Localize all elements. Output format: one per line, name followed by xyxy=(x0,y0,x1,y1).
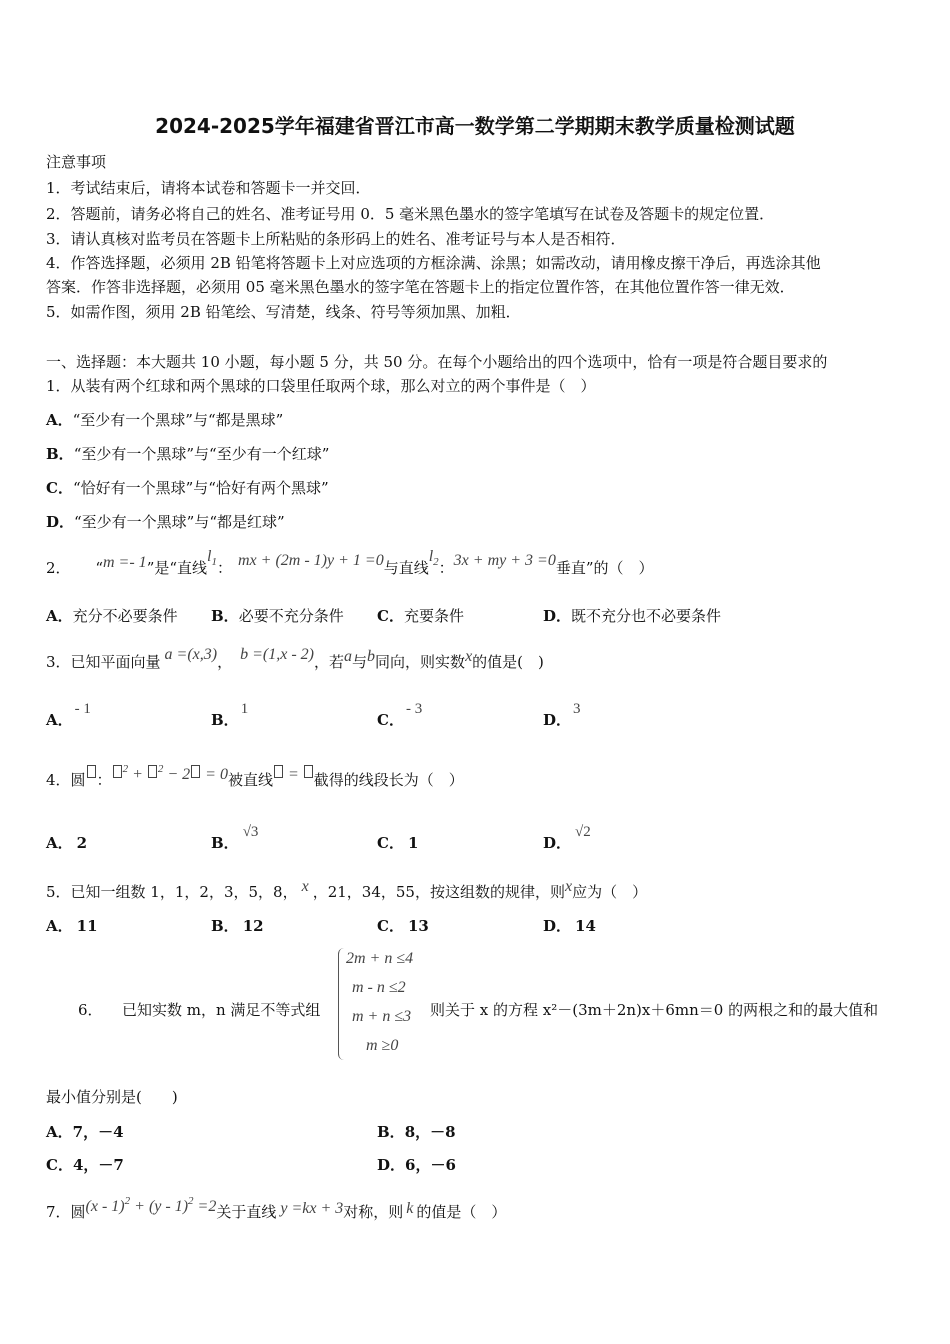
option-letter: C． xyxy=(377,917,404,935)
operator: = xyxy=(287,766,299,783)
stem-text: 7．圆 xyxy=(46,1203,86,1221)
stem-text: 应为（ ） xyxy=(572,883,648,901)
section-heading: 一、选择题：本大题共 10 小题，每小题 5 分，共 50 分。在每个小题给出的四个选项中，恰有一项是符合题目要求的 xyxy=(46,353,828,371)
l2-letter: l xyxy=(428,548,434,565)
vector-a-formula: a =(x,3) xyxy=(164,646,218,663)
question-3-option-a xyxy=(46,701,91,731)
notice-item: 1．考试结束后，请将本试卷和答题卡一并交回． xyxy=(46,179,371,197)
question-2-option-d xyxy=(543,606,721,626)
option-letter: C． xyxy=(377,607,404,625)
vector-b-symbol: b xyxy=(367,648,376,665)
option-text: “恰好有一个黑球”与“恰好有两个黑球” xyxy=(72,479,329,497)
option-text: 14 xyxy=(575,917,596,935)
inequality: m ≥0 xyxy=(366,1037,399,1054)
stem-text: 对称，则 xyxy=(343,1203,404,1221)
stem-text: 5．已知一组数 1，1，2，3，5，8， xyxy=(46,883,298,901)
notice-item: 4．作答选择题，必须用 2B 铅笔将答题卡上对应选项的方框涂满、涂黑；如需改动，请用橡皮擦干净后，再选涂其他 xyxy=(46,254,821,272)
question-4-option-a xyxy=(46,833,87,853)
option-text: 必要不充分条件 xyxy=(238,607,344,625)
formula-part: + (y - 1) xyxy=(130,1198,189,1215)
question-4-stem xyxy=(46,763,464,792)
option-letter: B． xyxy=(211,917,239,935)
question-3-option-d xyxy=(543,701,581,731)
variable-x: x xyxy=(465,648,473,665)
line-l2-equation: 3x + my + 3 =0 xyxy=(453,552,556,569)
inequality: 2m + n ≤4 xyxy=(346,950,414,967)
missing-glyph-icon xyxy=(87,765,96,778)
option-text: 1 xyxy=(240,701,249,717)
option-text: “至少有一个黑球”与“至少有一个红球” xyxy=(73,445,330,463)
option-letter: A． xyxy=(46,711,73,729)
question-7-stem xyxy=(46,1195,507,1224)
line-l2-symbol xyxy=(428,548,439,568)
stem-text: 垂直”的（ ） xyxy=(555,559,654,577)
inequality: m + n ≤3 xyxy=(352,1008,412,1025)
question-3-option-c xyxy=(377,701,423,731)
question-1-stem: 1．从装有两个红球和两个黑球的口袋里任取两个球，那么对立的两个事件是（ ） xyxy=(46,377,596,395)
question-6-option-d xyxy=(377,1155,456,1175)
line-l1-equation: mx + (2m - 1)y + 1 =0 xyxy=(238,552,384,569)
question-5-stem xyxy=(46,878,648,903)
stem-text: 的值是（ ） xyxy=(416,1203,507,1221)
page-title: 2024-2025学年福建省晋江市高一数学第二学期期末教学质量检测试题 xyxy=(155,114,795,138)
option-letter: A． xyxy=(46,917,73,935)
question-6-option-a xyxy=(46,1122,124,1142)
variable-k: k xyxy=(406,1200,414,1217)
vector-b-formula: b =(1,x - 2) xyxy=(240,646,315,663)
option-text: 11 xyxy=(76,917,98,935)
stem-text: 截得的线段长为（ ） xyxy=(313,771,464,789)
question-6-option-b xyxy=(377,1122,456,1142)
line-equation xyxy=(273,766,314,783)
missing-glyph-icon xyxy=(191,765,200,778)
question-6-option-c xyxy=(46,1155,124,1175)
option-letter: A． xyxy=(46,834,73,852)
notice-item: 5．如需作图，须用 2B 铅笔绘、写清楚，线条、符号等须加黑、加粗． xyxy=(46,303,521,321)
option-text: 2 xyxy=(76,834,88,852)
question-2-stem xyxy=(46,548,654,580)
missing-glyph-icon xyxy=(274,765,283,778)
question-6-stem-tail: 则关于 x 的方程 x²－(3m＋2n)x＋6mn＝0 的两根之和的最大值和 xyxy=(430,1001,879,1019)
option-text: 充要条件 xyxy=(403,607,464,625)
option-letter: B． xyxy=(211,711,239,729)
option-letter: D． xyxy=(46,513,75,531)
line-l1-symbol xyxy=(207,548,217,568)
stem-text: 与 xyxy=(352,653,368,671)
stem-text: 的值是( ) xyxy=(472,653,544,671)
question-5-option-c xyxy=(377,916,429,936)
quote-close: ” xyxy=(146,559,155,577)
question-4-option-c xyxy=(377,833,418,853)
stem-text: 是“直线 xyxy=(154,559,208,577)
option-letter: A． xyxy=(46,1123,73,1141)
question-1-option-d xyxy=(46,512,285,532)
option-text: 13 xyxy=(407,917,429,935)
option-letter: B． xyxy=(211,834,239,852)
notice-item: 2．答题前，请务必将自己的姓名、准考证号用 0．5 毫米黑色墨水的签字笔填写在试卷及答题卡的规定位置． xyxy=(46,205,775,223)
stem-text: ，若 xyxy=(314,653,345,671)
vector-a-symbol: a xyxy=(344,648,353,665)
option-text: “至少有一个黑球”与“都是红球” xyxy=(74,513,285,531)
exponent: 2 xyxy=(124,1195,131,1207)
stem-text: 3．已知平面向量 xyxy=(46,653,161,671)
option-letter: A． xyxy=(46,411,73,429)
l1-letter: l xyxy=(207,548,212,565)
circle-equation xyxy=(85,1195,217,1215)
option-letter: D． xyxy=(543,711,572,729)
option-letter: D． xyxy=(543,607,572,625)
option-letter: C． xyxy=(377,711,404,729)
question-number: 2． xyxy=(46,559,71,577)
stem-text: 关于直线 xyxy=(216,1203,277,1221)
missing-glyph-icon xyxy=(304,765,313,778)
option-letter: D． xyxy=(377,1156,406,1174)
stem-text: 与直线 xyxy=(383,559,429,577)
stem-text: ， xyxy=(217,653,233,671)
line-equation: y =kx + 3 xyxy=(280,1200,344,1217)
variable-x: x xyxy=(564,878,573,895)
option-text: √2 xyxy=(575,824,591,840)
missing-glyph-icon xyxy=(113,765,122,778)
question-2-option-a xyxy=(46,606,178,626)
option-letter: B． xyxy=(377,1123,405,1141)
question-2-option-b xyxy=(211,606,344,626)
l1-subscript: 1 xyxy=(211,556,217,568)
operator: + xyxy=(132,766,143,783)
option-text: 充分不必要条件 xyxy=(72,607,178,625)
option-letter: B． xyxy=(211,607,239,625)
option-letter: D． xyxy=(543,834,572,852)
operator: = 0 xyxy=(205,766,228,783)
variable-x: x xyxy=(301,878,309,895)
option-text: 1 xyxy=(407,834,419,852)
question-5-option-a xyxy=(46,916,98,936)
question-3-option-b xyxy=(211,701,249,731)
notice-heading: 注意事项 xyxy=(46,153,107,171)
option-text: “至少有一个黑球”与“都是黑球” xyxy=(72,411,284,429)
missing-glyph-icon xyxy=(148,765,157,778)
option-text: √3 xyxy=(242,824,259,840)
option-letter: B． xyxy=(46,445,74,463)
formula-part: (x - 1) xyxy=(85,1198,125,1215)
option-letter: A． xyxy=(46,607,73,625)
option-text: 8，－8 xyxy=(404,1123,456,1141)
option-text: 12 xyxy=(242,917,264,935)
question-2-option-c xyxy=(377,606,464,626)
option-text: 既不充分也不必要条件 xyxy=(571,607,722,625)
colon: ： xyxy=(438,559,454,577)
option-letter: D． xyxy=(543,917,572,935)
colon: ： xyxy=(96,771,112,789)
option-text: - 3 xyxy=(405,701,423,717)
option-text: - 1 xyxy=(74,701,91,717)
question-6-stem-line2: 最小值分别是( ) xyxy=(46,1088,178,1106)
question-3-stem xyxy=(46,646,544,673)
question-4-option-b xyxy=(211,824,259,854)
option-letter: C． xyxy=(46,1156,73,1174)
condition-formula: m =- 1 xyxy=(103,554,147,571)
exponent: 2 xyxy=(122,763,129,775)
question-1-option-b xyxy=(46,444,329,464)
question-6-stem-lead: 已知实数 m，n 满足不等式组 xyxy=(122,1001,321,1019)
quote-open: “ xyxy=(95,559,103,577)
stem-text: 4．圆 xyxy=(46,771,86,789)
exponent: 2 xyxy=(157,763,164,775)
option-letter: C． xyxy=(377,834,404,852)
colon: ： xyxy=(216,559,232,577)
stem-text: ，21，34，55，按这组数的规律，则 xyxy=(312,883,565,901)
l2-subscript: 2 xyxy=(433,556,439,568)
notice-item: 3．请认真核对监考员在答题卡上所粘贴的条形码上的姓名、准考证号与本人是否相符． xyxy=(46,230,626,248)
question-1-option-c xyxy=(46,478,329,498)
exponent: 2 xyxy=(188,1195,194,1207)
question-number: 6． xyxy=(78,1001,103,1019)
option-text: 4，－7 xyxy=(72,1156,124,1174)
notice-item: 答案．作答非选择题，必须用 05 毫米黑色墨水的签字笔在答题卡上的指定位置作答，在其他位置作答一律无效． xyxy=(46,278,795,296)
formula-part: =2 xyxy=(193,1198,217,1215)
question-5-option-d xyxy=(543,916,596,936)
option-text: 3 xyxy=(573,701,581,717)
question-5-option-b xyxy=(211,916,264,936)
stem-text: 同向，则实数 xyxy=(375,653,466,671)
inequality: m - n ≤2 xyxy=(352,979,406,996)
option-text: 6，－6 xyxy=(405,1156,456,1174)
stem-text: 被直线 xyxy=(227,771,273,789)
option-letter: C． xyxy=(46,479,73,497)
operator: − 2 xyxy=(167,766,191,783)
circle-equation xyxy=(112,763,228,783)
question-1-option-a xyxy=(46,410,283,430)
option-text: 7，－4 xyxy=(72,1123,124,1141)
inequality-system xyxy=(338,948,430,1062)
question-4-option-d xyxy=(543,824,591,854)
